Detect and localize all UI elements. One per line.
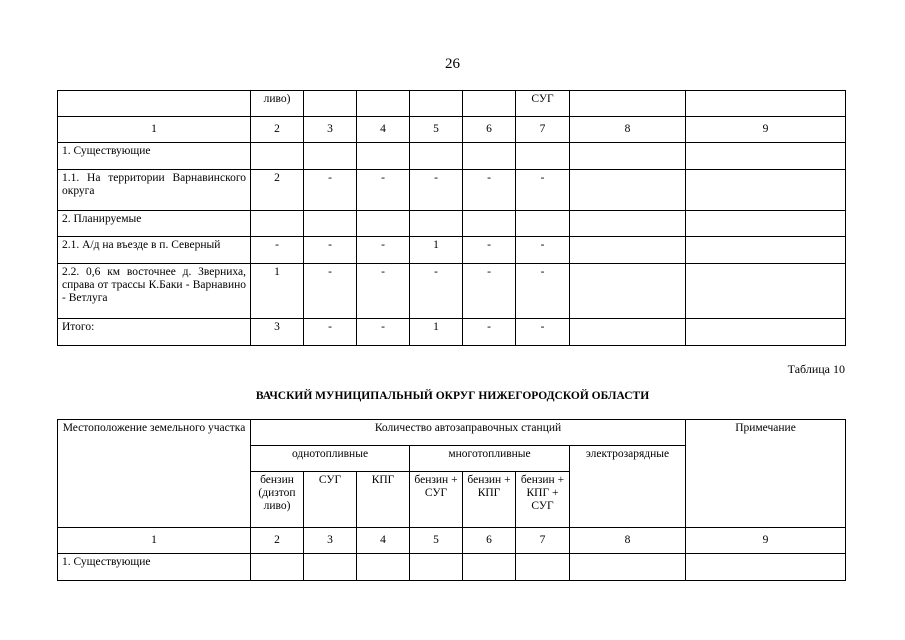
value-cell: -: [357, 237, 410, 264]
group-electric: электрозарядные: [570, 446, 686, 528]
header-location: Местоположение земельного участка: [58, 420, 251, 528]
value-cell: -: [516, 319, 570, 346]
value-cell: -: [304, 319, 357, 346]
column-number: 3: [304, 117, 357, 143]
column-number: 7: [516, 528, 570, 554]
sub-header: бензин (дизтоп ливо): [251, 472, 304, 528]
value-cell: 2: [251, 170, 304, 211]
column-number: 1: [58, 528, 251, 554]
page-number: 26: [445, 56, 460, 72]
cell: СУГ: [516, 91, 570, 117]
column-number: 1: [58, 117, 251, 143]
value-cell: -: [516, 237, 570, 264]
column-number: 6: [463, 528, 516, 554]
column-number: 7: [516, 117, 570, 143]
column-number-row: [58, 117, 846, 143]
column-number: 2: [251, 117, 304, 143]
column-number: 6: [463, 117, 516, 143]
value-cell: -: [304, 264, 357, 319]
column-number: 9: [686, 117, 846, 143]
value-cell: -: [304, 170, 357, 211]
value-cell: -: [463, 170, 516, 211]
table-row: [58, 143, 846, 170]
sub-header: бензин + СУГ: [410, 472, 463, 528]
column-number: 5: [410, 528, 463, 554]
table-varnavinsky-continuation: [57, 90, 846, 346]
total-label: Итого:: [58, 319, 251, 346]
column-number: 8: [570, 117, 686, 143]
value-cell: -: [357, 264, 410, 319]
location-cell: 2.1. А/д на въезде в п. Северный: [58, 237, 251, 264]
column-number: 4: [357, 117, 410, 143]
header-row: [58, 420, 846, 446]
header-note: Примечание: [686, 420, 846, 528]
value-cell: -: [463, 237, 516, 264]
section-label: 1. Существующие: [58, 143, 251, 170]
value-cell: -: [251, 237, 304, 264]
table-row: [58, 237, 846, 264]
column-number: 4: [357, 528, 410, 554]
value-cell: -: [357, 319, 410, 346]
value-cell: -: [516, 264, 570, 319]
value-cell: -: [304, 237, 357, 264]
value-cell: -: [463, 264, 516, 319]
value-cell: 1: [410, 319, 463, 346]
table-row: [58, 211, 846, 237]
column-number: 3: [304, 528, 357, 554]
table-caption: Таблица 10: [787, 362, 845, 376]
section-title: ВАЧСКИЙ МУНИЦИПАЛЬНЫЙ ОКРУГ НИЖЕГОРОДСКОЙ ОБЛАСТИ: [255, 390, 650, 402]
table-row: [58, 170, 846, 211]
table-row: [58, 554, 846, 581]
table-row: [58, 91, 846, 117]
header-count: Количество автозаправочных станций: [251, 420, 686, 446]
section-label: 1. Существующие: [58, 554, 251, 581]
value-cell: -: [410, 170, 463, 211]
column-number: 9: [686, 528, 846, 554]
sub-header: КПГ: [357, 472, 410, 528]
table-row: [58, 264, 846, 319]
sub-header: бензин + КПГ: [463, 472, 516, 528]
value-cell: 1: [410, 237, 463, 264]
column-number: 5: [410, 117, 463, 143]
section-label: 2. Планируемые: [58, 211, 251, 237]
column-number: 2: [251, 528, 304, 554]
cell: ливо): [251, 91, 304, 117]
value-cell: -: [516, 170, 570, 211]
sub-header: СУГ: [304, 472, 357, 528]
value-cell: -: [410, 264, 463, 319]
sub-header: бензин + КПГ + СУГ: [516, 472, 570, 528]
value-cell: -: [357, 170, 410, 211]
column-number: 8: [570, 528, 686, 554]
location-cell: 1.1. На территории Варнавинского округа: [58, 170, 251, 211]
value-cell: 1: [251, 264, 304, 319]
location-cell: 2.2. 0,6 км восточнее д. Зверниха, справа от трассы К.Баки - Варнавино - Ветлуга: [58, 264, 251, 319]
group-single-fuel: однотопливные: [251, 446, 410, 472]
table-vachsky: [57, 419, 846, 581]
table-row-total: [58, 319, 846, 346]
value-cell: 3: [251, 319, 304, 346]
group-multi-fuel: многотопливные: [410, 446, 570, 472]
column-number-row: [58, 528, 846, 554]
value-cell: -: [463, 319, 516, 346]
